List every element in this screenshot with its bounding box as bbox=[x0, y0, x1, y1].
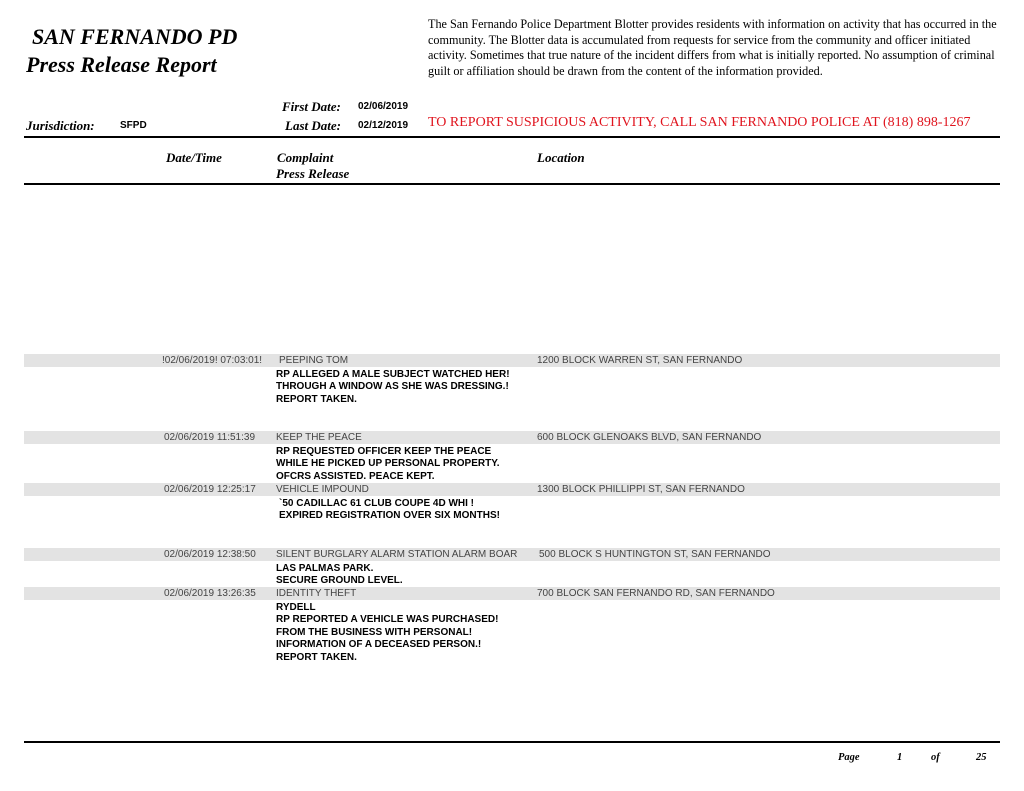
column-header-rule bbox=[24, 183, 1000, 185]
disclaimer-text: The San Fernando Police Department Blotter provides residents with information on activity that has occurred in the community. The Blotter data is accumulated from requests for service from the community and officer initiated activity. Sometimes that true nature of the incident differs from what is initially reported. No assumption of criminal guilt or affiliation should be drawn from the content of the information provided. bbox=[428, 17, 997, 78]
narrative-line: RYDELL bbox=[276, 602, 316, 613]
page-number: 1 bbox=[897, 752, 903, 763]
narrative-line: OFCRS ASSISTED. PEACE KEPT. bbox=[276, 470, 435, 482]
row-complaint: IDENTITY THEFT bbox=[276, 588, 357, 599]
row-location: 700 BLOCK SAN FERNANDO RD, SAN FERNANDO bbox=[537, 588, 775, 599]
row-datetime: 02/06/2019 11:51:39 bbox=[164, 432, 256, 443]
report-title: Press Release Report bbox=[26, 52, 217, 77]
narrative-line: SECURE GROUND LEVEL. bbox=[276, 575, 403, 587]
column-header-location: Location bbox=[537, 150, 585, 165]
first-date-value: 02/06/2019 bbox=[358, 101, 409, 112]
row-datetime: 02/06/2019 13:26:35 bbox=[164, 588, 256, 599]
row-location: 500 BLOCK S HUNTINGTON ST, SAN FERNANDO bbox=[539, 549, 771, 560]
narrative-line: EXPIRED REGISTRATION OVER SIX MONTHS! bbox=[279, 510, 500, 522]
narrative-line: `50 CADILLAC 61 CLUB COUPE 4D WHI ! bbox=[279, 498, 475, 509]
row-narrative bbox=[276, 563, 403, 588]
footer-rule bbox=[24, 741, 1000, 743]
jurisdiction-label: Jurisdiction: bbox=[26, 118, 95, 133]
row-narrative bbox=[279, 498, 500, 523]
last-date-label: Last Date: bbox=[285, 118, 341, 133]
jurisdiction-value: SFPD bbox=[120, 120, 147, 131]
row-narrative bbox=[276, 369, 510, 406]
row-narrative bbox=[276, 602, 498, 664]
narrative-line: RP ALLEGED A MALE SUBJECT WATCHED HER! bbox=[276, 369, 510, 380]
total-pages: 25 bbox=[976, 752, 987, 763]
row-complaint: VEHICLE IMPOUND bbox=[276, 484, 369, 495]
row-location: 1200 BLOCK WARREN ST, SAN FERNANDO bbox=[537, 355, 743, 366]
narrative-line: INFORMATION OF A DECEASED PERSON.! bbox=[276, 639, 482, 651]
agency-name: SAN FERNANDO PD bbox=[32, 24, 238, 49]
row-location: 600 BLOCK GLENOAKS BLVD, SAN FERNANDO bbox=[537, 432, 762, 443]
narrative-line: LAS PALMAS PARK. bbox=[276, 563, 374, 574]
row-datetime: 02/06/2019 12:38:50 bbox=[164, 549, 256, 560]
narrative-line: REPORT TAKEN. bbox=[276, 651, 357, 663]
narrative-line: WHILE HE PICKED UP PERSONAL PROPERTY. bbox=[276, 458, 500, 470]
column-header-press-release: Press Release bbox=[276, 166, 350, 181]
last-date-value: 02/12/2019 bbox=[358, 120, 409, 131]
narrative-line: RP REPORTED A VEHICLE WAS PURCHASED! bbox=[276, 614, 499, 626]
row-narrative bbox=[276, 446, 500, 483]
row-location: 1300 BLOCK PHILLIPPI ST, SAN FERNANDO bbox=[537, 484, 745, 495]
narrative-line: THROUGH A WINDOW AS SHE WAS DRESSING.! bbox=[276, 381, 509, 393]
row-datetime: !02/06/2019! 07:03:01! bbox=[162, 355, 263, 366]
of-label: of bbox=[931, 752, 940, 763]
narrative-line: RP REQUESTED OFFICER KEEP THE PEACE bbox=[276, 446, 492, 457]
narrative-line: FROM THE BUSINESS WITH PERSONAL! bbox=[276, 626, 473, 638]
column-header-complaint: Complaint bbox=[277, 150, 334, 165]
header-top-rule bbox=[24, 136, 1000, 138]
page-label: Page bbox=[838, 752, 860, 763]
narrative-line: REPORT TAKEN. bbox=[276, 393, 357, 405]
report-suspicious-activity-line: TO REPORT SUSPICIOUS ACTIVITY, CALL SAN FERNANDO POLICE AT (818) 898-1267 bbox=[428, 115, 971, 130]
row-complaint: SILENT BURGLARY ALARM STATION ALARM BOAR bbox=[276, 549, 518, 560]
row-complaint: PEEPING TOM bbox=[279, 355, 349, 366]
row-datetime: 02/06/2019 12:25:17 bbox=[164, 484, 256, 495]
first-date-label: First Date: bbox=[282, 99, 341, 114]
row-complaint: KEEP THE PEACE bbox=[276, 432, 362, 443]
column-header-datetime: Date/Time bbox=[166, 150, 222, 165]
